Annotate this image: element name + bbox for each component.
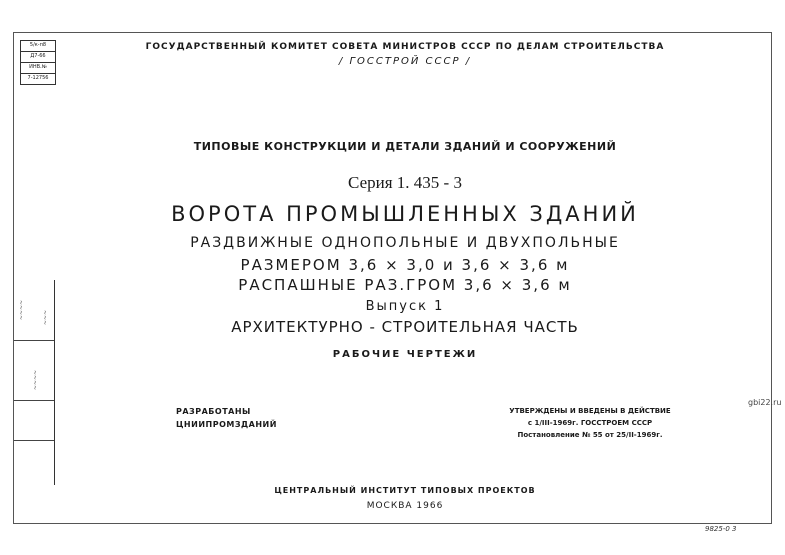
city-year: МОСКВА 1966	[366, 501, 444, 511]
committee-heading: ГОСУДАРСТВЕННЫЙ КОМИТЕТ СОВЕТА МИНИСТРОВ СССР ПО ДЕЛАМ СТРОИТЕЛЬСТВА	[145, 42, 665, 52]
category-heading: ТИПОВЫЕ КОНСТРУКЦИИ И ДЕТАЛИ ЗДАНИЙ И СООРУЖЕНИЙ	[193, 140, 617, 153]
developer-block	[176, 405, 277, 431]
approval-block	[505, 405, 675, 441]
approval-line-2: с 1/III-1969г. ГОССТРОЕМ СССР	[527, 419, 653, 427]
subtitle-line-1: РАЗДВИЖНЫЕ ОДНОПОЛЬНЫЕ И ДВУХПОЛЬНЫЕ	[190, 235, 620, 251]
gosstroy-heading: / ГОССТРОЙ СССР /	[338, 56, 472, 67]
developer-org: ЦНИИПРОМЗДАНИЙ	[176, 420, 277, 429]
sheet-code: 9825-0 3	[705, 525, 737, 533]
stamp-cell: ИНВ.№	[21, 63, 55, 74]
document-title: ВОРОТА ПРОМЫШЛЕННЫХ ЗДАНИЙ	[171, 202, 639, 226]
drawings-label: РАБОЧИЕ ЧЕРТЕЖИ	[332, 349, 478, 360]
subtitle-line-3: РАСПАШНЫЕ РАЗ.ГРОМ 3,6 × 3,6 м	[238, 276, 572, 294]
archive-stamp	[20, 40, 56, 85]
part-title: АРХИТЕКТУРНО - СТРОИТЕЛЬНАЯ ЧАСТЬ	[231, 318, 579, 336]
stamp-cell: 7-12756	[27, 75, 49, 81]
stamp-cell: Д7-66	[21, 52, 55, 63]
issue-number: Выпуск 1	[365, 299, 445, 314]
developed-label: РАЗРАБОТАНЫ	[176, 407, 251, 416]
approval-line-1: УТВЕРЖДЕНЫ И ВВЕДЕНЫ В ДЕЙСТВИЕ	[509, 407, 671, 415]
approval-line-3: Постановление № 55 от 25/II-1969г.	[517, 431, 663, 439]
institute-name: ЦЕНТРАЛЬНЫЙ ИНСТИТУТ ТИПОВЫХ ПРОЕКТОВ	[274, 486, 536, 495]
subtitle-line-2: РАЗМЕРОМ 3,6 × 3,0 и 3,6 × 3,6 м	[240, 256, 570, 274]
signature-strip: ~~~~ ~~~~ ~~~	[14, 280, 55, 485]
watermark-text: gbi22.ru	[748, 398, 782, 407]
series-number: Серия 1. 435 - 3	[348, 173, 462, 192]
stamp-cell: 5/к-п8	[21, 41, 55, 52]
